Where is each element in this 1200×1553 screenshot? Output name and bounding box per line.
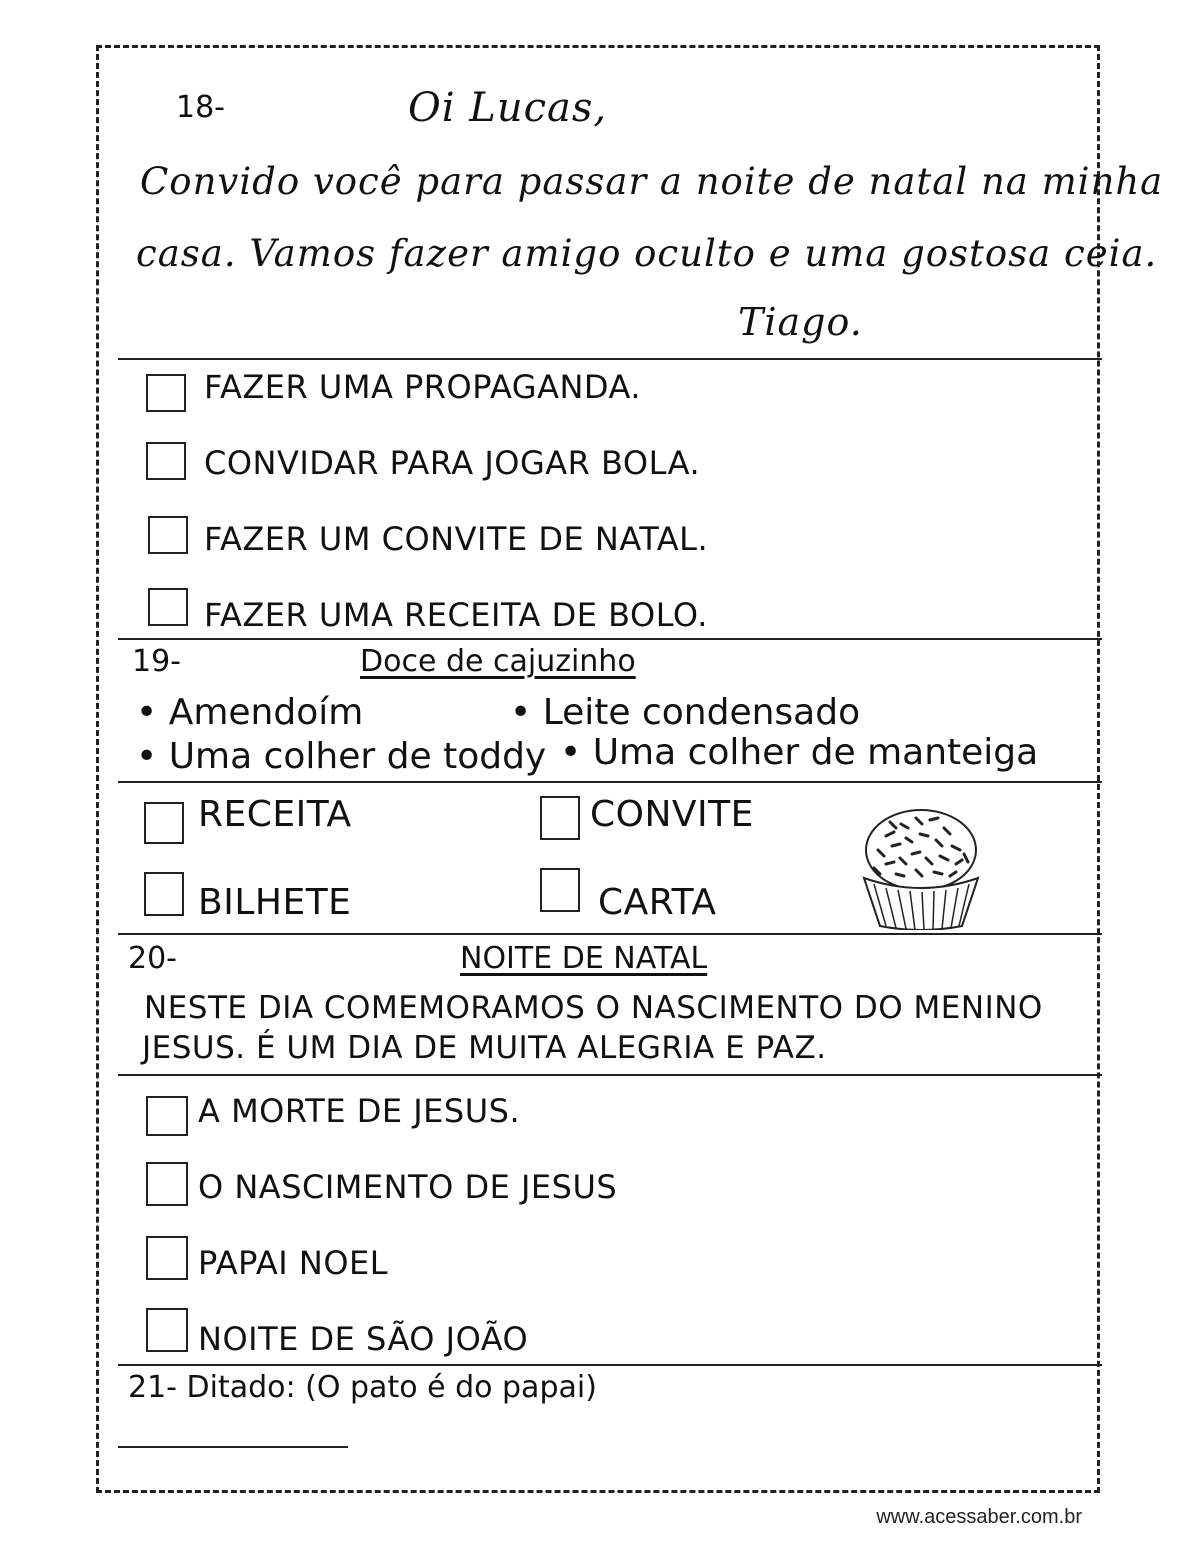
q19-title: Doce de cajuzinho [360,644,636,679]
q19-option-receita-checkbox[interactable] [144,802,184,844]
q18-option-4-checkbox[interactable] [148,588,188,626]
q21-answer-line[interactable] [118,1446,348,1448]
q20-text-line2: JESUS. É UM DIA DE MUITA ALEGRIA E PAZ. [142,1030,827,1066]
q18-letter-signature: Tiago. [738,300,863,344]
q18-option-1-checkbox[interactable] [146,374,186,412]
brigadeiro-sprinkles [866,810,976,890]
q20-title: NOITE DE NATAL [460,941,708,976]
divider-q21 [118,1364,1102,1366]
q19-ingredient-3 [136,736,546,777]
divider-q19 [118,638,1102,640]
bullet-icon: • [510,692,532,733]
divider-q20 [118,933,1102,935]
bullet-icon: • [560,732,582,773]
divider-q20-options [118,1074,1102,1076]
q19-option-receita-label: RECEITA [198,794,352,835]
q18-option-3-checkbox[interactable] [148,516,188,554]
q18-option-4-label: FAZER UMA RECEITA DE BOLO. [204,596,708,634]
q18-option-2-label: CONVIDAR PARA JOGAR BOLA. [204,444,701,482]
bullet-icon: • [136,692,158,733]
q19-ingredient-1-text: Amendoím [168,692,364,733]
q18-option-3-label: FAZER UM CONVITE DE NATAL. [204,520,709,558]
q19-option-convite-checkbox[interactable] [540,796,580,840]
q19-number: 19- [132,644,181,679]
q21-label: 21- Ditado: (O pato é do papai) [128,1370,597,1405]
brigadeiro-illustration [856,806,986,930]
q19-ingredient-4 [560,732,1038,773]
q20-option-4-label: NOITE DE SÃO JOÃO [198,1320,529,1358]
q20-option-1-label: A MORTE DE JESUS. [198,1092,521,1130]
q20-option-3-checkbox[interactable] [146,1236,188,1280]
q20-option-4-checkbox[interactable] [146,1308,188,1352]
q19-option-carta-checkbox[interactable] [540,868,580,912]
q19-option-carta-label: CARTA [598,882,717,923]
q18-letter-line1: Convido você para passar a noite de natal na minha [140,160,1164,203]
q19-ingredient-2-text: Leite condensado [542,692,861,733]
divider-q18-letter [118,358,1102,360]
q20-number: 20- [128,941,177,976]
q18-letter-line2: casa. Vamos fazer amigo oculto e uma gostosa ceia. [136,232,1158,275]
q20-option-3-label: PAPAI NOEL [198,1244,389,1282]
q19-ingredient-4-text: Uma colher de manteiga [592,732,1039,773]
q19-option-bilhete-label: BILHETE [198,882,352,923]
q19-ingredient-2 [510,692,860,733]
q20-text-line1: NESTE DIA COMEMORAMOS O NASCIMENTO DO MENINO [144,990,1043,1026]
footer-url: www.acessaber.com.br [876,1506,1082,1528]
q19-ingredient-1 [136,692,363,733]
q20-option-1-checkbox[interactable] [146,1096,188,1136]
q18-option-1-label: FAZER UMA PROPAGANDA. [204,368,641,406]
q20-option-2-checkbox[interactable] [146,1162,188,1206]
q18-letter-greeting: Oi Lucas, [408,85,608,131]
divider-q19-options [118,781,1102,783]
q20-option-2-label: O NASCIMENTO DE JESUS [198,1168,618,1206]
q18-number: 18- [176,90,225,125]
bullet-icon: • [136,736,158,777]
q18-option-2-checkbox[interactable] [146,442,186,480]
q19-option-bilhete-checkbox[interactable] [144,872,184,916]
q19-ingredient-3-text: Uma colher de toddy [168,736,547,777]
q19-option-convite-label: CONVITE [590,794,754,835]
